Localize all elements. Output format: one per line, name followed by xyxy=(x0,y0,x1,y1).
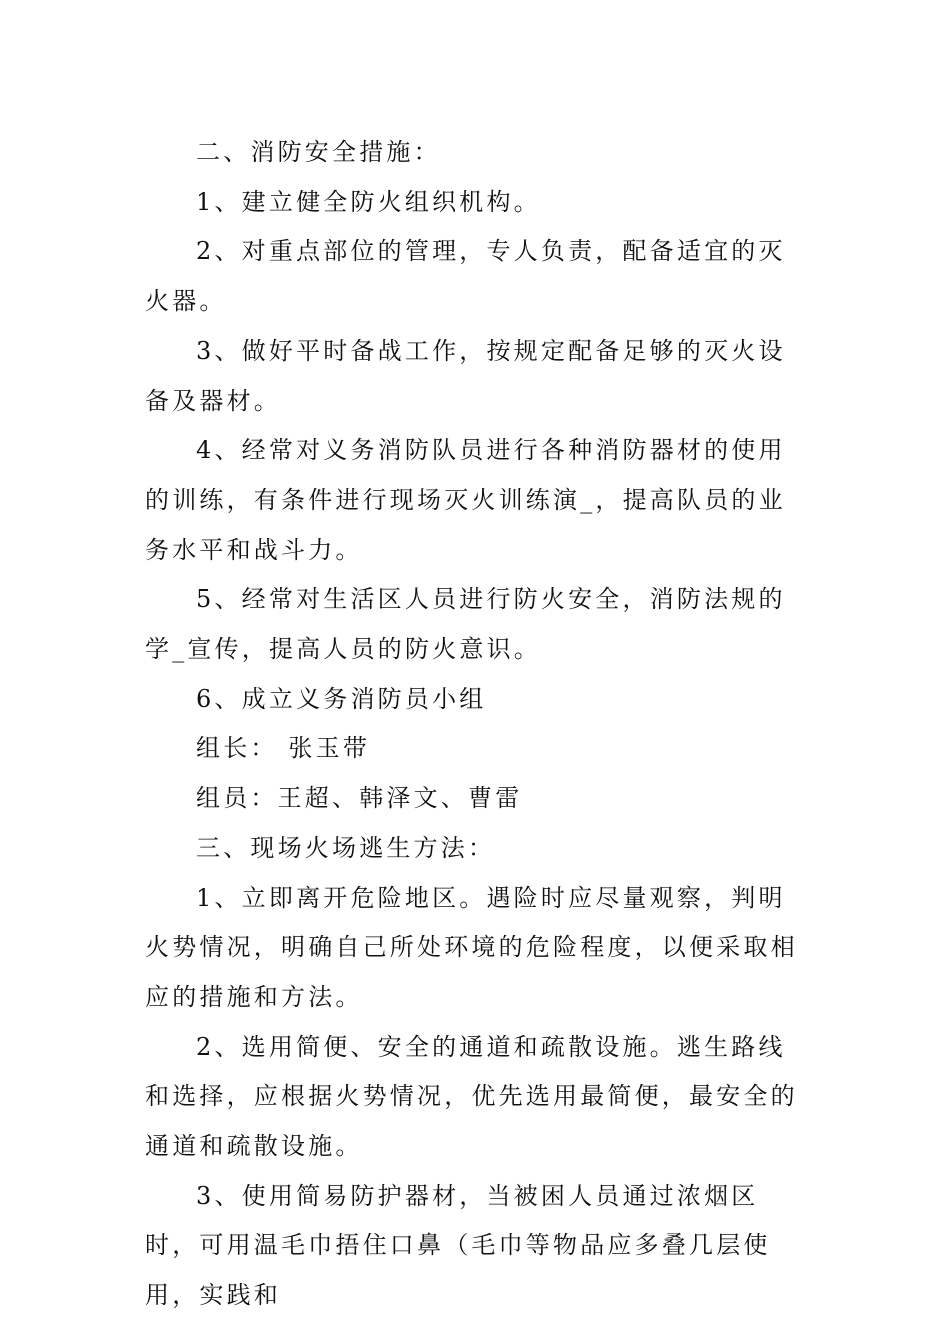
section-heading-fire-safety-measures: 二、消防安全措施： xyxy=(196,138,441,166)
measure-item-6: 6、成立义务消防员小组 xyxy=(196,684,487,713)
measure-item-2: 2、对重点部位的管理，专人负责，配备适宜的灭火器。 xyxy=(145,237,786,316)
measure-item-1: 1、建立健全防火组织机构。 xyxy=(196,187,541,216)
team-leader-line: 组长： 张玉带 xyxy=(196,734,371,763)
document-body xyxy=(145,128,807,1321)
escape-method-3: 3、使用简易防护器材，当被困人员通过浓烟区时，可用温毛巾捂住口鼻（毛巾等物品应多叠几层使用，实践和 xyxy=(145,1181,771,1310)
escape-method-1: 1、立即离开危险地区。遇险时应尽量观察，判明火势情况，明确自己所处环境的危险程度，以便采取相应的措施和方法。 xyxy=(145,883,798,1011)
section-heading-escape-methods: 三、现场火场逃生方法： xyxy=(196,833,496,862)
measure-item-3: 3、做好平时备战工作，按规定配备足够的灭火设备及器材。 xyxy=(145,336,786,415)
team-members-line: 组员：王超、韩泽文、曹雷 xyxy=(196,784,523,813)
measure-item-4: 4、经常对义务消防队员进行各种消防器材的使用的训练，有条件进行现场灭火训练演_，提高队员的业务水平和战斗力。 xyxy=(145,436,786,564)
escape-method-2: 2、选用简便、安全的通道和疏散设施。逃生路线和选择，应根据火势情况，优先选用最简便，最安全的通道和疏散设施。 xyxy=(145,1032,798,1161)
measure-item-5: 5、经常对生活区人员进行防火安全，消防法规的学_宣传，提高人员的防火意识。 xyxy=(145,585,786,664)
